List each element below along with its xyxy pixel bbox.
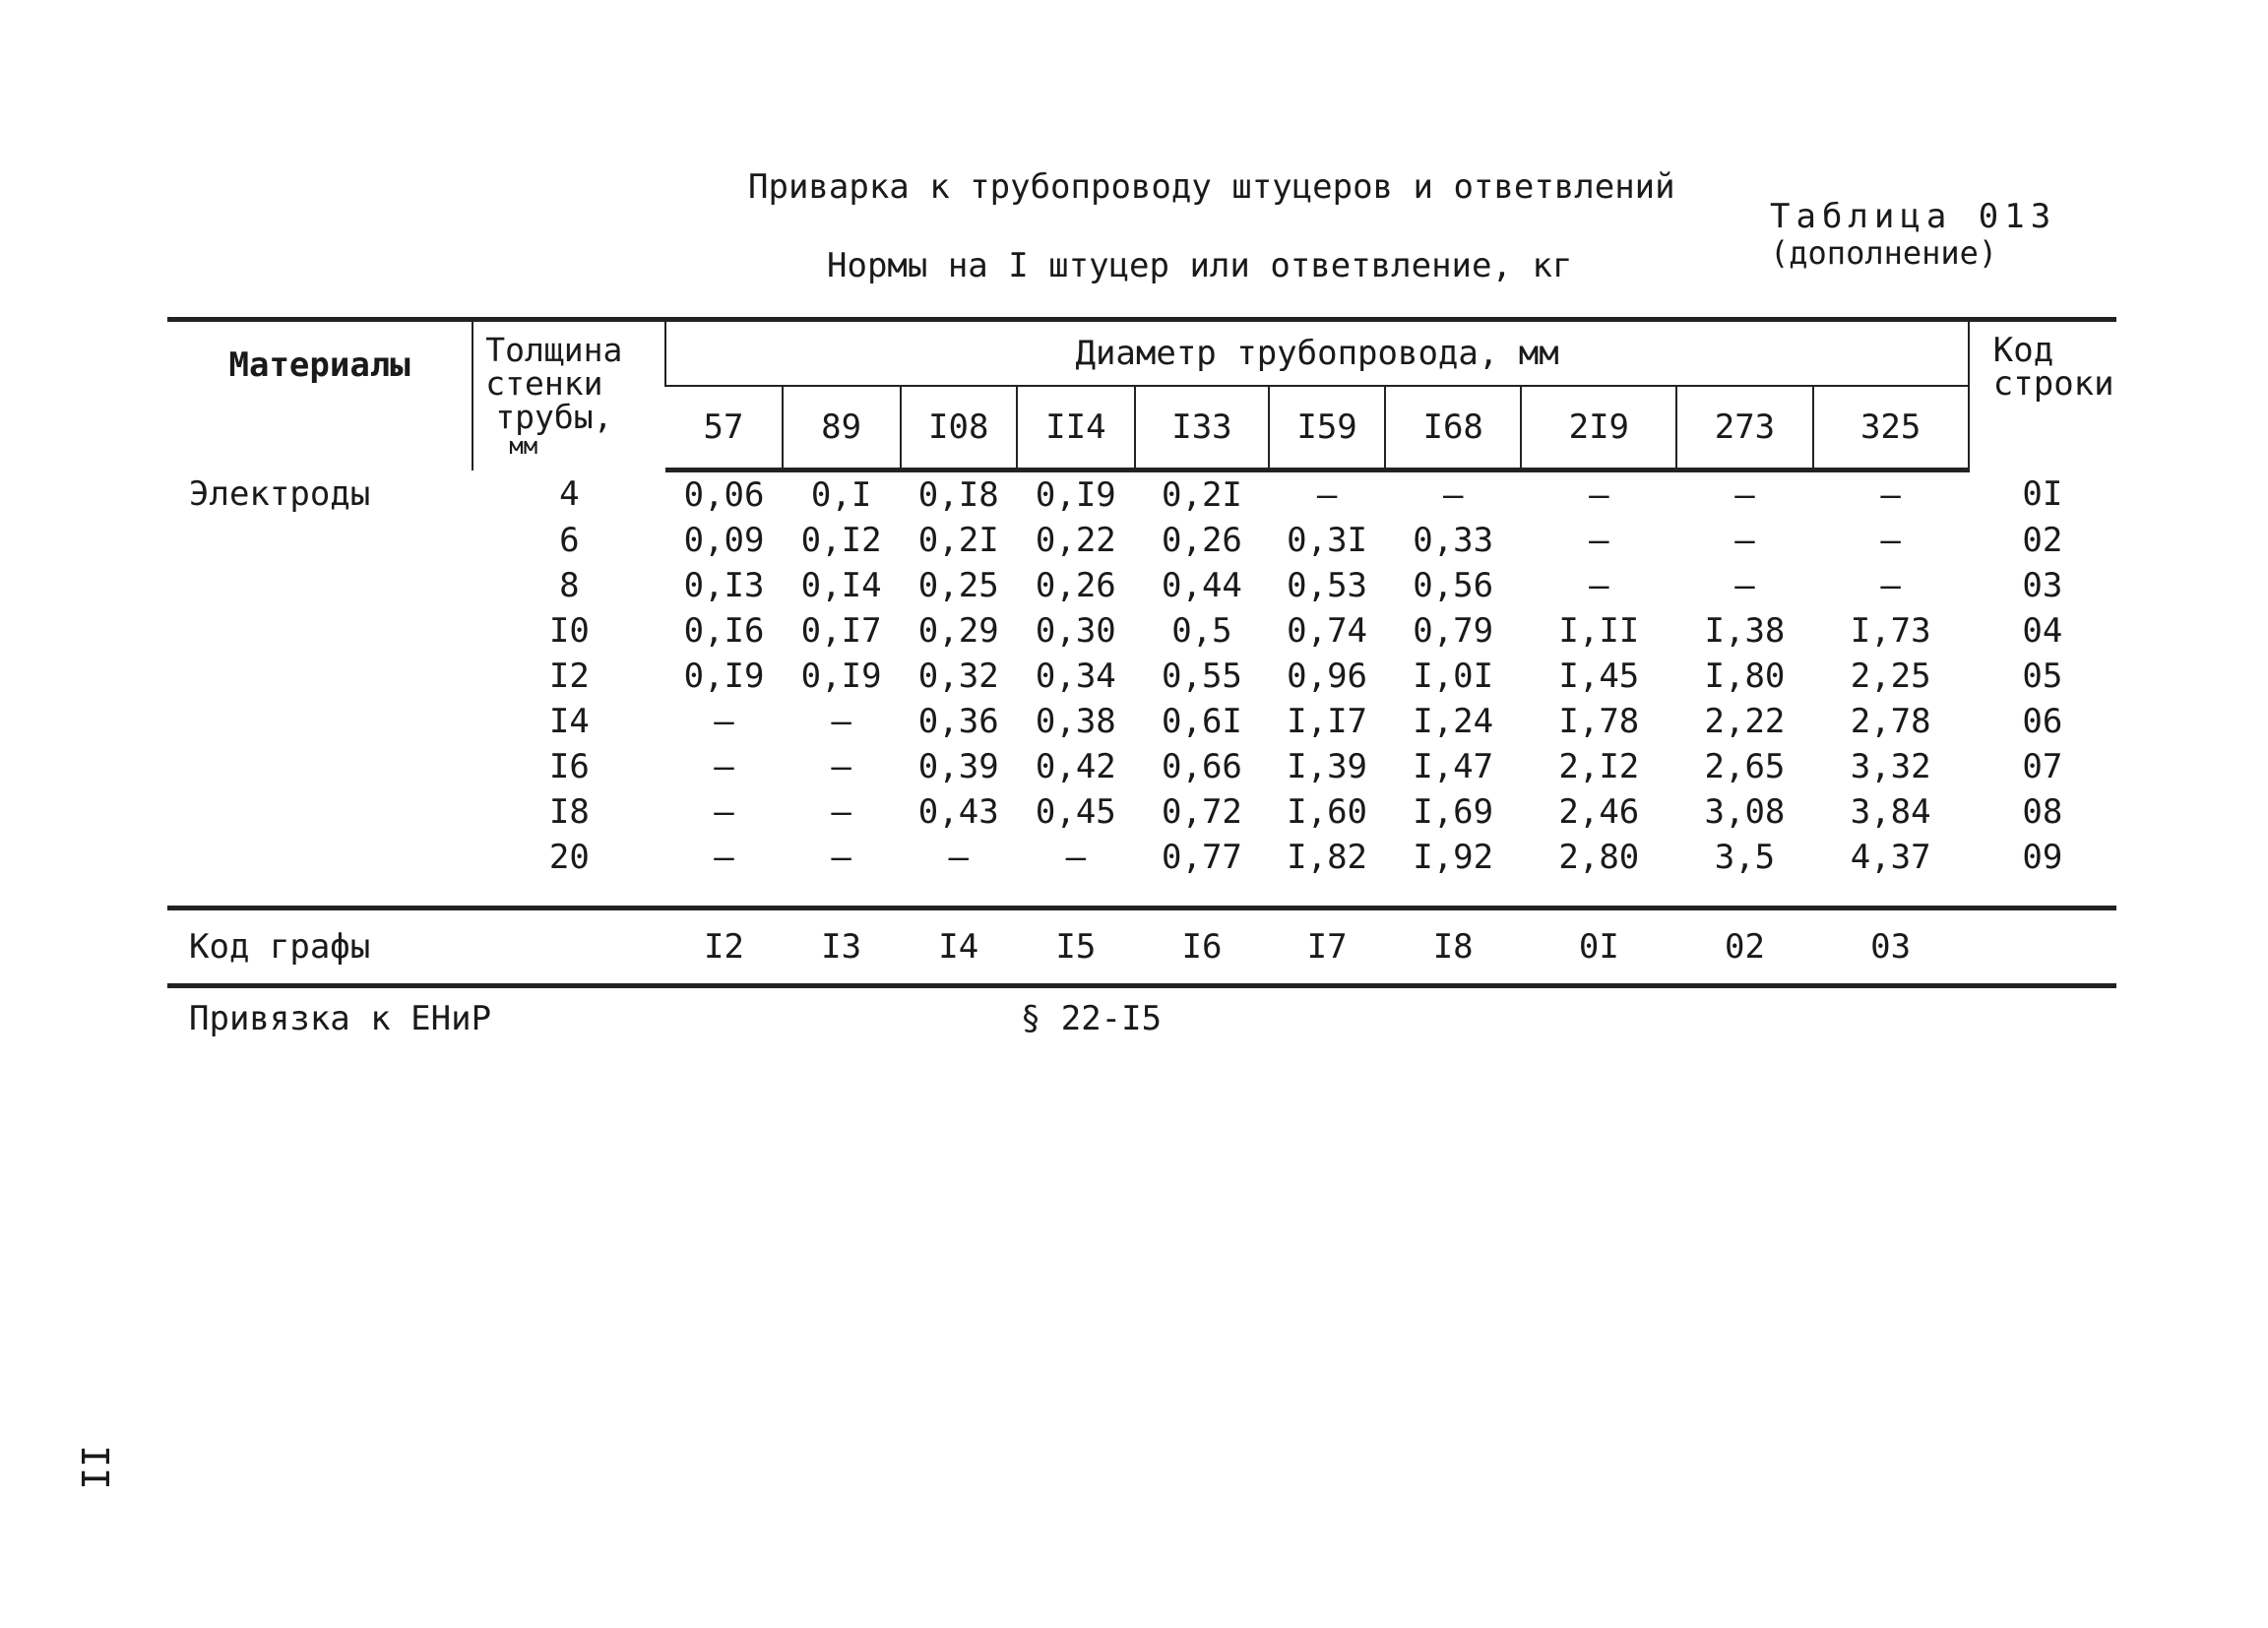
- value-cell: 3,84: [1850, 792, 1931, 832]
- material-cell: [167, 699, 472, 744]
- row-code-cell: 0I: [2022, 473, 2063, 514]
- header-thickness: [472, 320, 665, 470]
- thickness-cell: I4: [548, 702, 590, 741]
- value-cell: –: [1880, 566, 1901, 605]
- value-cell: 0,26: [1035, 566, 1116, 605]
- value-cell: 0,29: [917, 611, 999, 651]
- value-cell: 0,32: [917, 657, 999, 696]
- material-cell: [167, 608, 472, 654]
- value-cell: I,I7: [1287, 702, 1368, 741]
- column-code-cell: I5: [1017, 908, 1135, 986]
- diameter-cell: 57: [665, 386, 782, 470]
- material-cell: [167, 563, 472, 608]
- thickness-cell: 4: [559, 473, 580, 514]
- column-code-cell: 03: [1813, 908, 1969, 986]
- value-cell: I,80: [1704, 657, 1786, 696]
- value-cell: 0,45: [1035, 792, 1116, 832]
- diameter-cell: I08: [901, 386, 1017, 470]
- value-cell: 0,I9: [1035, 475, 1116, 515]
- value-cell: 0,79: [1413, 611, 1494, 651]
- value-cell: 0,36: [917, 702, 999, 741]
- value-cell: 0,74: [1287, 611, 1368, 651]
- table-row: [167, 789, 2116, 835]
- value-cell: I,38: [1704, 611, 1786, 651]
- value-cell: 0,I8: [917, 475, 999, 515]
- value-cell: 0,66: [1162, 747, 1242, 786]
- table-row: [167, 470, 2116, 519]
- value-cell: –: [1442, 475, 1464, 515]
- value-cell: 0,I9: [800, 657, 882, 696]
- column-code-cell: I4: [901, 908, 1017, 986]
- table-note: (дополнение): [1770, 234, 1998, 272]
- value-cell: –: [831, 792, 851, 832]
- column-code-cell: I2: [665, 908, 782, 986]
- thickness-cell: I6: [548, 747, 590, 786]
- value-cell: I,92: [1413, 838, 1494, 877]
- diameter-cell: 2I9: [1521, 386, 1676, 470]
- value-cell: –: [1589, 566, 1609, 605]
- column-code-cell: I3: [783, 908, 901, 986]
- value-cell: –: [1880, 475, 1901, 515]
- header-thickness-line: Толщина: [485, 331, 623, 369]
- thickness-cell: 8: [559, 566, 580, 605]
- value-cell: –: [1734, 475, 1755, 515]
- diameter-cell: I59: [1269, 386, 1385, 470]
- value-cell: 0,22: [1035, 521, 1116, 560]
- column-code-cell: I7: [1269, 908, 1385, 986]
- value-cell: I,60: [1287, 792, 1368, 832]
- row-code-cell: 05: [2022, 657, 2063, 696]
- column-code-label: Код графы: [167, 908, 472, 986]
- value-cell: 2,78: [1850, 702, 1931, 741]
- table-row: [167, 835, 2116, 880]
- value-cell: 0,38: [1035, 702, 1116, 741]
- value-cell: 0,72: [1162, 792, 1242, 832]
- value-cell: –: [1734, 521, 1755, 560]
- value-cell: I,II: [1558, 611, 1640, 651]
- value-cell: I,0I: [1413, 657, 1494, 696]
- value-cell: –: [714, 792, 734, 832]
- row-code-cell: 08: [2022, 792, 2063, 832]
- value-cell: –: [1880, 521, 1901, 560]
- norms-table: [167, 317, 2116, 1049]
- value-cell: –: [1589, 521, 1609, 560]
- value-cell: 0,6I: [1162, 702, 1242, 741]
- value-cell: 0,96: [1287, 657, 1368, 696]
- column-code-row: [167, 908, 2116, 986]
- value-cell: 0,26: [1162, 521, 1242, 560]
- value-cell: –: [714, 702, 734, 741]
- value-cell: 0,77: [1162, 838, 1242, 877]
- row-code-cell: 04: [2022, 611, 2063, 651]
- material-cell: [167, 518, 472, 563]
- page-subtitle: Нормы на I штуцер или ответвление, кг: [827, 246, 1573, 285]
- value-cell: I,45: [1558, 657, 1640, 696]
- enir-link-value: § 22-I5: [1020, 999, 1163, 1038]
- thickness-cell: I2: [548, 657, 590, 696]
- row-code-cell: 03: [2022, 566, 2063, 605]
- header-row-code-line: Код: [1992, 331, 2054, 370]
- column-code-cell: I8: [1385, 908, 1521, 986]
- thickness-cell: I0: [548, 611, 590, 651]
- table-label: Таблица 013: [1770, 197, 2057, 236]
- value-cell: 0,33: [1413, 521, 1494, 560]
- value-cell: 0,3I: [1287, 521, 1368, 560]
- value-cell: 2,65: [1704, 747, 1786, 786]
- value-cell: 2,22: [1704, 702, 1786, 741]
- column-code-empty: [1969, 908, 2116, 986]
- column-code-cell: I6: [1135, 908, 1269, 986]
- value-cell: 0,56: [1413, 566, 1494, 605]
- value-cell: 3,08: [1704, 792, 1786, 832]
- table-row: [167, 654, 2116, 699]
- value-cell: 0,43: [917, 792, 999, 832]
- table-body: [167, 470, 2116, 881]
- enir-link-label: Привязка к ЕНиР: [189, 999, 492, 1038]
- value-cell: 0,06: [683, 475, 765, 515]
- value-cell: 3,5: [1714, 838, 1776, 877]
- value-cell: 0,I4: [800, 566, 882, 605]
- value-cell: 2,46: [1558, 792, 1640, 832]
- value-cell: 3,32: [1850, 747, 1931, 786]
- header-row-code: [1969, 320, 2116, 470]
- value-cell: 0,5: [1171, 611, 1232, 651]
- value-cell: 0,I2: [800, 521, 882, 560]
- header-materials: Материалы: [167, 320, 472, 470]
- material-cell: [167, 744, 472, 789]
- value-cell: –: [831, 838, 851, 877]
- material-cell: Электроды: [189, 473, 371, 514]
- thickness-cell: 20: [548, 838, 590, 877]
- value-cell: 2,I2: [1558, 747, 1640, 786]
- table-row: [167, 518, 2116, 563]
- value-cell: 0,I3: [683, 566, 765, 605]
- value-cell: 0,I6: [683, 611, 765, 651]
- value-cell: I,73: [1850, 611, 1931, 651]
- header-diameter: Диаметр трубопровода, мм: [665, 320, 1968, 387]
- value-cell: I,24: [1413, 702, 1494, 741]
- value-cell: 2,25: [1850, 657, 1931, 696]
- value-cell: 0,55: [1162, 657, 1242, 696]
- value-cell: I,82: [1287, 838, 1368, 877]
- value-cell: –: [948, 838, 969, 877]
- material-cell: [167, 835, 472, 880]
- column-code-cell: 0I: [1521, 908, 1676, 986]
- material-cell: [167, 789, 472, 835]
- diameter-cell: II4: [1017, 386, 1135, 470]
- value-cell: I,69: [1413, 792, 1494, 832]
- header-thickness-line: стенки: [485, 364, 603, 403]
- value-cell: 0,34: [1035, 657, 1116, 696]
- row-code-cell: 06: [2022, 702, 2063, 741]
- value-cell: 0,I9: [683, 657, 765, 696]
- value-cell: 0,39: [917, 747, 999, 786]
- value-cell: –: [831, 702, 851, 741]
- header-row-code-line: строки: [1992, 364, 2114, 404]
- thickness-cell: I8: [548, 792, 590, 832]
- value-cell: 4,37: [1850, 838, 1931, 877]
- value-cell: –: [1316, 475, 1338, 515]
- value-cell: 0,44: [1162, 566, 1242, 605]
- value-cell: 0,53: [1287, 566, 1368, 605]
- value-cell: 0,25: [917, 566, 999, 605]
- value-cell: I,39: [1287, 747, 1368, 786]
- value-cell: 0,I7: [800, 611, 882, 651]
- value-cell: 0,30: [1035, 611, 1116, 651]
- row-code-cell: 02: [2022, 521, 2063, 560]
- value-cell: 2,80: [1558, 838, 1640, 877]
- diameter-cell: 89: [783, 386, 901, 470]
- value-cell: 0,09: [683, 521, 765, 560]
- page-title: Приварка к трубопроводу штуцеров и ответвлений: [748, 167, 1675, 207]
- value-cell: 0,2I: [917, 521, 999, 560]
- diameter-cell: I33: [1135, 386, 1269, 470]
- diameter-cell: 273: [1676, 386, 1812, 470]
- value-cell: –: [1589, 475, 1609, 515]
- column-code-cell: 02: [1676, 908, 1812, 986]
- enir-link-row: [167, 986, 2116, 1050]
- table-row: [167, 563, 2116, 608]
- table-row: [167, 744, 2116, 789]
- material-cell: [167, 654, 472, 699]
- value-cell: 0,2I: [1162, 475, 1242, 515]
- value-cell: –: [1734, 566, 1755, 605]
- value-cell: I,78: [1558, 702, 1640, 741]
- header-thickness-line: трубы,: [495, 398, 613, 436]
- table-row: [167, 608, 2116, 654]
- value-cell: –: [714, 838, 734, 877]
- page-number: II: [73, 1445, 116, 1490]
- row-code-cell: 07: [2022, 747, 2063, 786]
- value-cell: –: [831, 747, 851, 786]
- header-thickness-line: мм: [509, 432, 538, 460]
- value-cell: 0,I: [810, 475, 872, 515]
- value-cell: 0,42: [1035, 747, 1116, 786]
- diameter-cell: I68: [1385, 386, 1521, 470]
- value-cell: –: [714, 747, 734, 786]
- value-cell: –: [1065, 838, 1087, 877]
- row-code-cell: 09: [2022, 838, 2063, 877]
- value-cell: I,47: [1413, 747, 1494, 786]
- diameter-cell: 325: [1813, 386, 1969, 470]
- thickness-cell: 6: [559, 521, 580, 560]
- table-row: [167, 699, 2116, 744]
